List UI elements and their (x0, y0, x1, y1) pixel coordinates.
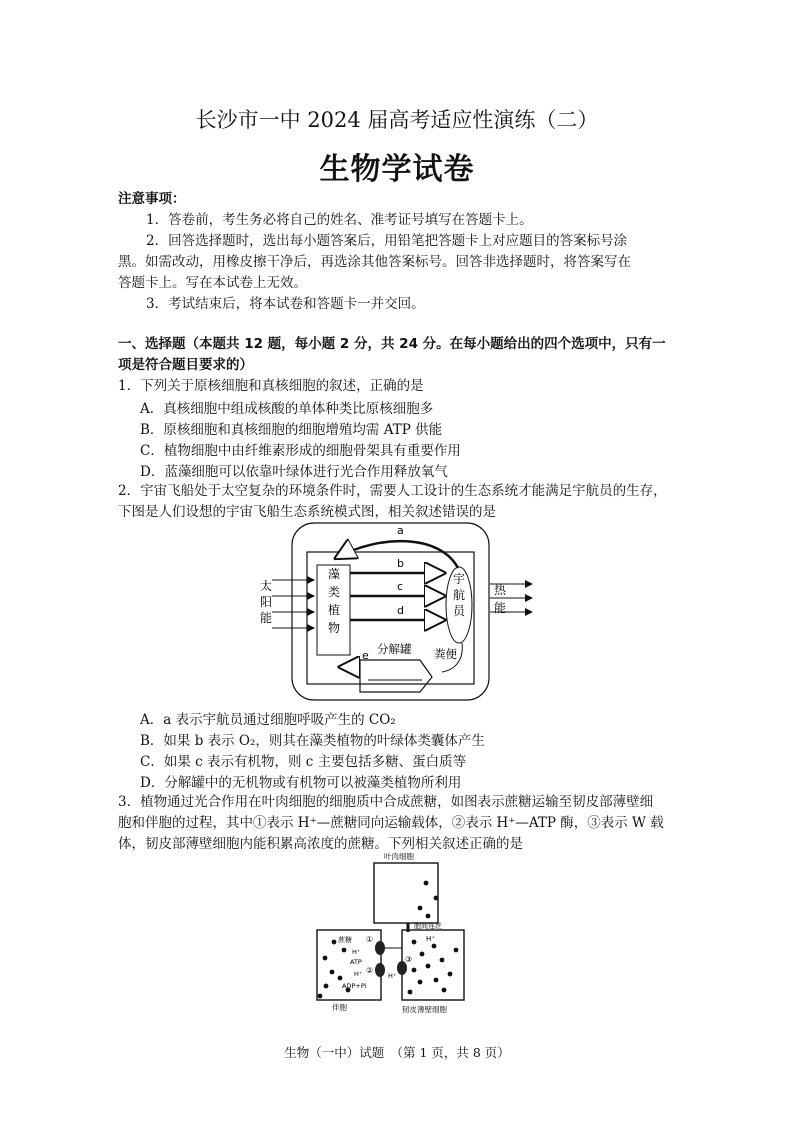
q2-option-a: A．a 表示宇航员通过细胞呼吸产生的 CO₂ (140, 712, 396, 728)
algae-label-1: 藻 (328, 567, 341, 581)
astronaut-label-2: 航 (453, 588, 466, 602)
q2-option-c: C．如果 c 表示有机物，则 c 主要包括多糖、蛋白质等 (140, 754, 467, 770)
algae-label-3: 植 (328, 603, 341, 617)
sun-label-2: 阳 (260, 595, 273, 609)
algae-label-2: 类 (328, 585, 341, 599)
transporter-2 (375, 963, 385, 977)
q1-option-d: D．蓝藻细胞可以依靠叶绿体进行光合作用释放氧气 (140, 464, 448, 480)
page-footer: 生物（一中）试题 （第 1 页，共 8 页） (284, 1045, 510, 1060)
heat-label-1: 热 (494, 583, 507, 597)
plasmodesma-label: 胞间连丝 (414, 922, 442, 930)
q2-option-d: D．分解罐中的无机物或有机物可以被藻类植物所利用 (140, 775, 462, 791)
mesophyll-sucrose-dots (418, 881, 439, 919)
exam-subtitle: 生物学试卷 (319, 152, 475, 187)
sucrose-transport-diagram (310, 850, 470, 1020)
sun-label-3: 能 (260, 611, 273, 625)
transporter-1 (375, 941, 385, 955)
mesophyll-label: 叶肉细胞 (384, 852, 414, 861)
notice-item-2-line-3: 答题卡上。写在本试卷上无效。 (118, 275, 307, 291)
sun-label-1: 太 (260, 579, 273, 593)
hplus-label-1: H⁺ (352, 948, 361, 956)
q2-stem-line-1: 2．宇宙飞船处于太空复杂的环境条件时，需要人工设计的生态系统才能满足宇航员的生存， (118, 483, 667, 499)
q1-option-c: C．植物细胞中由纤维素形成的细胞骨架具有重要作用 (140, 443, 461, 459)
arrow-c-label: c (397, 580, 404, 593)
arrow-d-label: d (397, 604, 404, 617)
exam-title: 长沙市一中 2024 届高考适应性演练（二） (195, 108, 599, 132)
hplus-label-4: H⁺ (426, 935, 435, 943)
q3-stem-line-3: 体，韧皮部薄壁细胞内能积累高浓度的蔗糖。下列相关叙述正确的是 (118, 836, 523, 852)
q3-stem-line-2: 胞和伴胞的过程，其中①表示 H⁺—蔗糖同向运输载体，②表示 H⁺—ATP 酶，③表示 W 载 (118, 815, 664, 831)
notice-item-2-line-1: 2．回答选择题时，选出每小题答案后，用铅笔把答题卡上对应题目的答案标号涂 (146, 233, 628, 249)
feces-label: 粪便 (434, 647, 457, 661)
section-heading-line-1: 一、选择题（本题共 12 题，每小题 2 分，共 24 分。在每小题给出的四个选项中，只有一 (118, 336, 666, 352)
decomposition-tank (360, 660, 432, 692)
sucrose-label: 蔗糖 (338, 936, 352, 944)
tank-label: 分解罐 (377, 642, 412, 656)
label-n2: ② (366, 966, 374, 975)
phloem-sucrose-dots (408, 940, 459, 995)
arrow-a-label: a (397, 524, 404, 537)
notice-item-1: 1．答卷前，考生务必将自己的姓名、准考证号填写在答题卡上。 (146, 212, 533, 228)
notice-item-2-line-2: 黑。如需改动，用橡皮擦干净后，再选涂其他答案标号。回答非选择题时，将答案写在 (118, 254, 631, 270)
hplus-label-2: H⁺ (354, 970, 363, 978)
hplus-label-3: H⁺ (388, 972, 397, 980)
label-n3: ③ (405, 955, 413, 964)
section-heading-line-2: 项是符合题目要求的） (118, 357, 253, 373)
companion-label: 伴胞 (332, 1003, 347, 1012)
label-n1: ① (366, 935, 374, 944)
q1-option-a: A．真核细胞中组成核酸的单体种类比原核细胞多 (140, 401, 434, 417)
astronaut-label-3: 员 (453, 604, 466, 618)
algae-label-4: 物 (328, 621, 341, 635)
phloem-label: 韧皮薄壁细胞 (402, 1005, 447, 1014)
adp-label: ADP+Pi (342, 982, 367, 990)
notice-item-3: 3．考试结束后，将本试卷和答题卡一并交回。 (146, 296, 425, 312)
atp-label: ATP (350, 958, 362, 966)
heat-label-2: 能 (494, 601, 507, 615)
astronaut-label-1: 宇 (453, 572, 466, 586)
arrow-e-label: e (362, 649, 369, 662)
q2-option-b: B．如果 b 表示 O₂，则其在藻类植物的叶绿体类囊体产生 (140, 733, 485, 749)
q1-stem: 1．下列关于原核细胞和真核细胞的叙述，正确的是 (118, 378, 424, 394)
q3-stem-line-1: 3．植物通过光合作用在叶肉细胞的细胞质中合成蔗糖，如图表示蔗糖运输至韧皮部薄壁细 (118, 794, 654, 810)
q2-stem-line-2: 下图是人们设想的宇宙飞船生态系统模式图，相关叙述错误的是 (118, 504, 496, 520)
notice-heading: 注意事项： (118, 191, 186, 207)
ecosystem-diagram (250, 520, 550, 704)
q1-option-b: B．原核细胞和真核细胞的细胞增殖均需 ATP 供能 (140, 422, 443, 438)
arrow-b-label: b (397, 557, 404, 570)
